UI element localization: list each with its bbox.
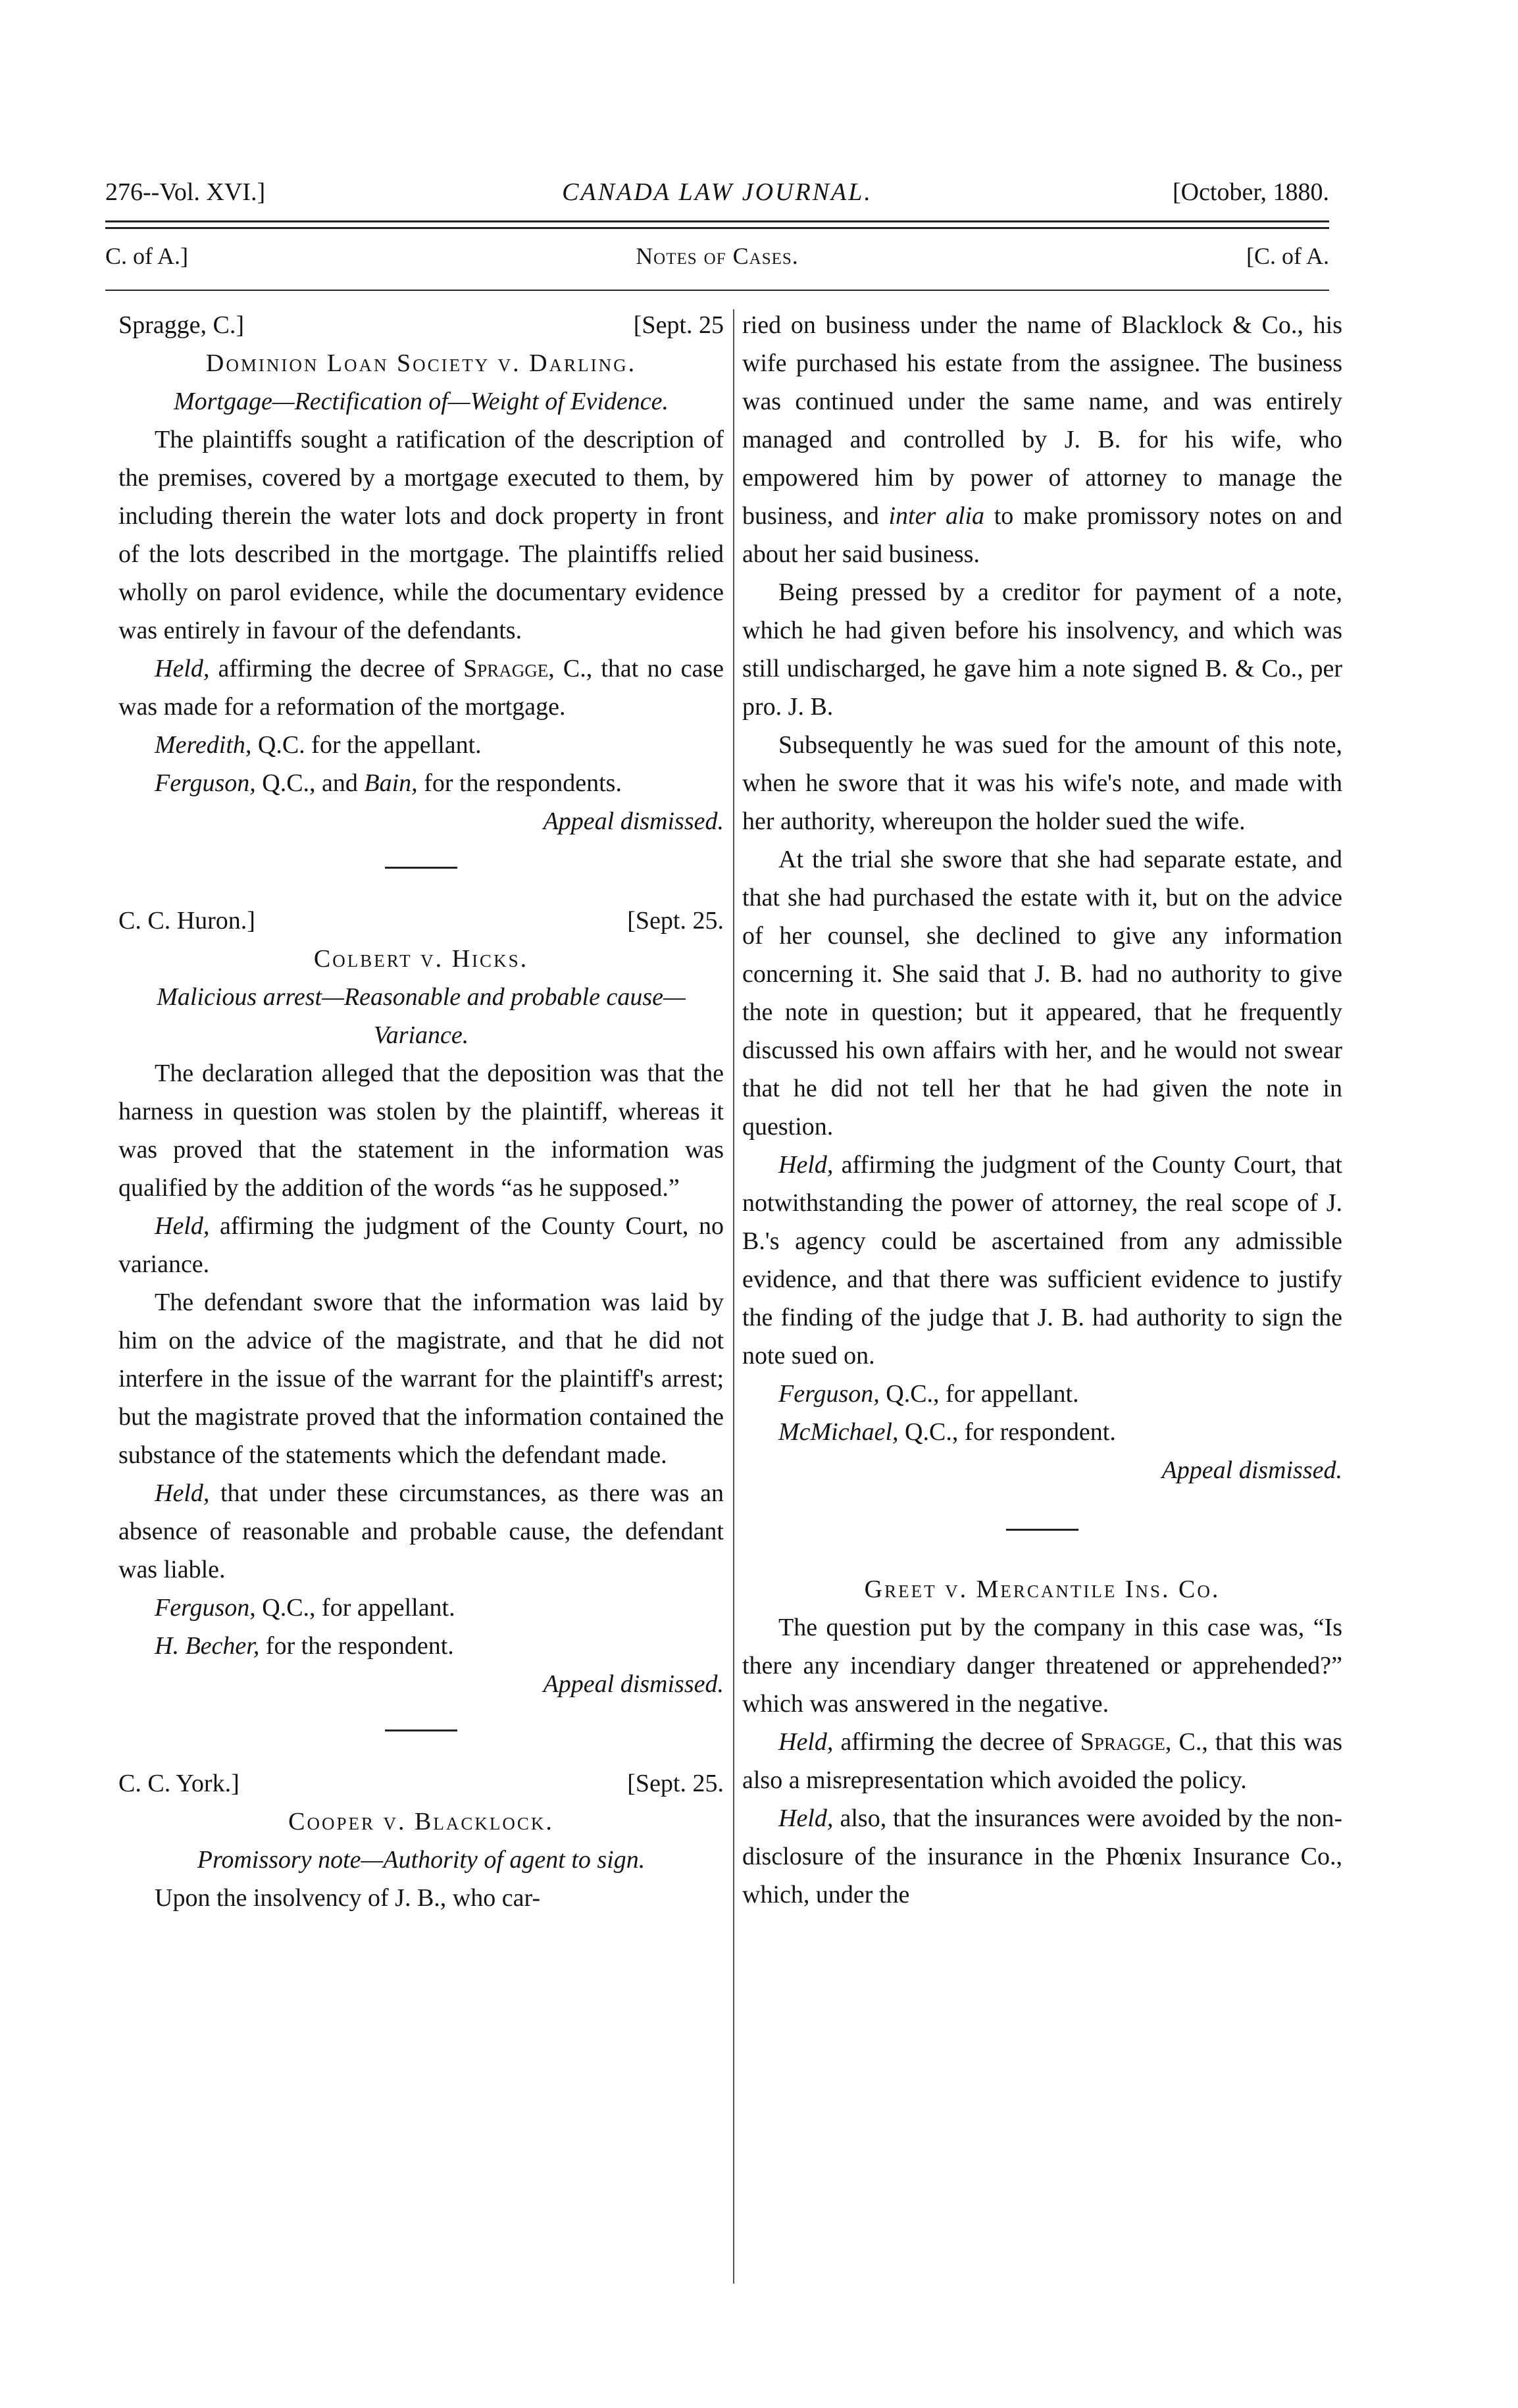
counsel-line: Ferguson, Q.C., for appellant. [155, 1594, 455, 1622]
case-headnote: Malicious arrest—Reasonable and probable cause—Variance. [157, 983, 686, 1049]
right-column [742, 306, 1342, 1914]
section-court-right: [C. of A. [1246, 243, 1329, 269]
counsel-line: H. Becher, for the respondent. [155, 1632, 454, 1660]
case-holding: Held, also, that the insurances were avoided by the non-disclosure of the insurance in the Phœnix Insurance Co., which, under the [742, 1805, 1342, 1908]
case-court: C. C. York.] [118, 1770, 240, 1797]
case-paragraph: Subsequently he was sued for the amount of this note, when he swore that it was his wife's note, and made with her authority, whereupon the holder sued the wife. [742, 731, 1342, 835]
case-paragraph: ried on business under the name of Blacklock & Co., his wife purchased his estate from the assignee. The business was continued under the same name, and was entirely managed and controlled by J. B. for his wife, who empowered him by power of attorney to manage the business, and inter alia to make promissory notes on and about her said business. [742, 311, 1342, 568]
case-paragraph: At the trial she swore that she had separate estate, and that she had purchased the estate with it, but on the advice of her counsel, she declined to give any information concerning it. She said that J. B. had no authority to give the note in question; but it appeared, that he frequently discussed his own affairs with her, and he would not swear that he did not tell her that he had given the note in question. [742, 846, 1342, 1140]
left-column [118, 306, 724, 1917]
journal-title: CANADA LAW JOURNAL. [562, 178, 873, 206]
case-holding: Held, that under these circumstances, as there was an absence of reasonable and probable cause, the defendant was liable. [118, 1479, 724, 1583]
counsel-line: McMichael, Q.C., for respondent. [778, 1418, 1116, 1446]
case-title: Colbert v. Hicks. [313, 945, 529, 973]
case-paragraph: Being pressed by a creditor for payment of a note, which he had given before his insolvency, and which was still undischarged, he gave him a note signed B. & Co., per pro. J. B. [742, 578, 1342, 721]
case-court: Spragge, C.] [118, 311, 245, 339]
case-result: Appeal dismissed. [543, 1670, 724, 1698]
case-separator [385, 867, 457, 869]
page-number: 276--Vol. XVI.] [105, 178, 266, 206]
case-court-line [118, 306, 724, 344]
case-title: Dominion Loan Society v. Darling. [205, 349, 637, 377]
case-result: Appeal dismissed. [1161, 1456, 1342, 1484]
case-holding: Held, affirming the judgment of the County Court, that notwithstanding the power of attorney, the real scope of J. B.'s agency could be ascertained from any admissible evidence, and that there was sufficient evidence to justify the finding of the judge that J. B. had authority to sign the note sued on. [742, 1151, 1342, 1370]
case-title: Cooper v. Blacklock. [288, 1808, 554, 1835]
case-paragraph: The declaration alleged that the deposition was that the harness in question was stolen by the plaintiff, whereas it was proved that the statement in the information was qualified by the addition of the words “as he supposed.” [118, 1060, 724, 1202]
case-date: [Sept. 25. [627, 1770, 724, 1797]
header-rule-top [105, 220, 1329, 222]
case-court: C. C. Huron.] [118, 907, 255, 935]
case-court-line [118, 902, 724, 940]
case-separator [1006, 1529, 1078, 1531]
case-title: Greet v. Mercantile Ins. Co. [864, 1575, 1221, 1603]
counsel-line: Ferguson, Q.C., and Bain, for the respondents. [155, 769, 622, 797]
case-headnote: Mortgage—Rectification of—Weight of Evidence. [173, 388, 669, 415]
section-rule [105, 290, 1329, 291]
case-paragraph: Upon the insolvency of J. B., who car- [155, 1884, 541, 1912]
case-headnote: Promissory note—Authority of agent to sign. [197, 1846, 645, 1874]
section-title: Notes of Cases. [636, 243, 799, 269]
column-divider [733, 309, 734, 2284]
case-paragraph: The defendant swore that the information was laid by him on the advice of the magistrate, and that he did not interfere in the issue of the warrant for the plaintiff's arrest; but the magistrate proved that the information contained the substance of the statements which the defendant made. [118, 1289, 724, 1469]
running-header [105, 178, 1329, 224]
case-separator [385, 1729, 457, 1731]
section-court-left: C. of A.] [105, 243, 188, 269]
case-date: [Sept. 25 [633, 311, 724, 339]
case-date: [Sept. 25. [627, 907, 724, 935]
case-result: Appeal dismissed. [543, 807, 724, 835]
header-rule-bottom [105, 227, 1329, 229]
issue-date: [October, 1880. [1172, 178, 1329, 206]
case-court-line [118, 1764, 724, 1803]
case-holding: Held, affirming the decree of Spragge, C., that this was also a misrepresentation which avoided the policy. [742, 1728, 1343, 1794]
section-header [105, 242, 1329, 282]
counsel-line: Meredith, Q.C. for the appellant. [155, 731, 482, 759]
case-holding: Held, affirming the judgment of the County Court, no variance. [118, 1212, 724, 1278]
counsel-line: Ferguson, Q.C., for appellant. [778, 1380, 1079, 1408]
case-holding: Held, affirming the decree of Spragge, C., that no case was made for a reformation of the mortgage. [118, 655, 724, 721]
case-paragraph: The plaintiffs sought a ratification of the description of the premises, covered by a mortgage executed to them, by including therein the water lots and dock property in front of the lots described in the mortgage. The plaintiffs relied wholly on parol evidence, while the documentary evidence was entirely in favour of the defendants. [118, 426, 724, 644]
case-paragraph: The question put by the company in this case was, “Is there any incendiary danger threatened or apprehended?” which was answered in the negative. [742, 1614, 1342, 1718]
